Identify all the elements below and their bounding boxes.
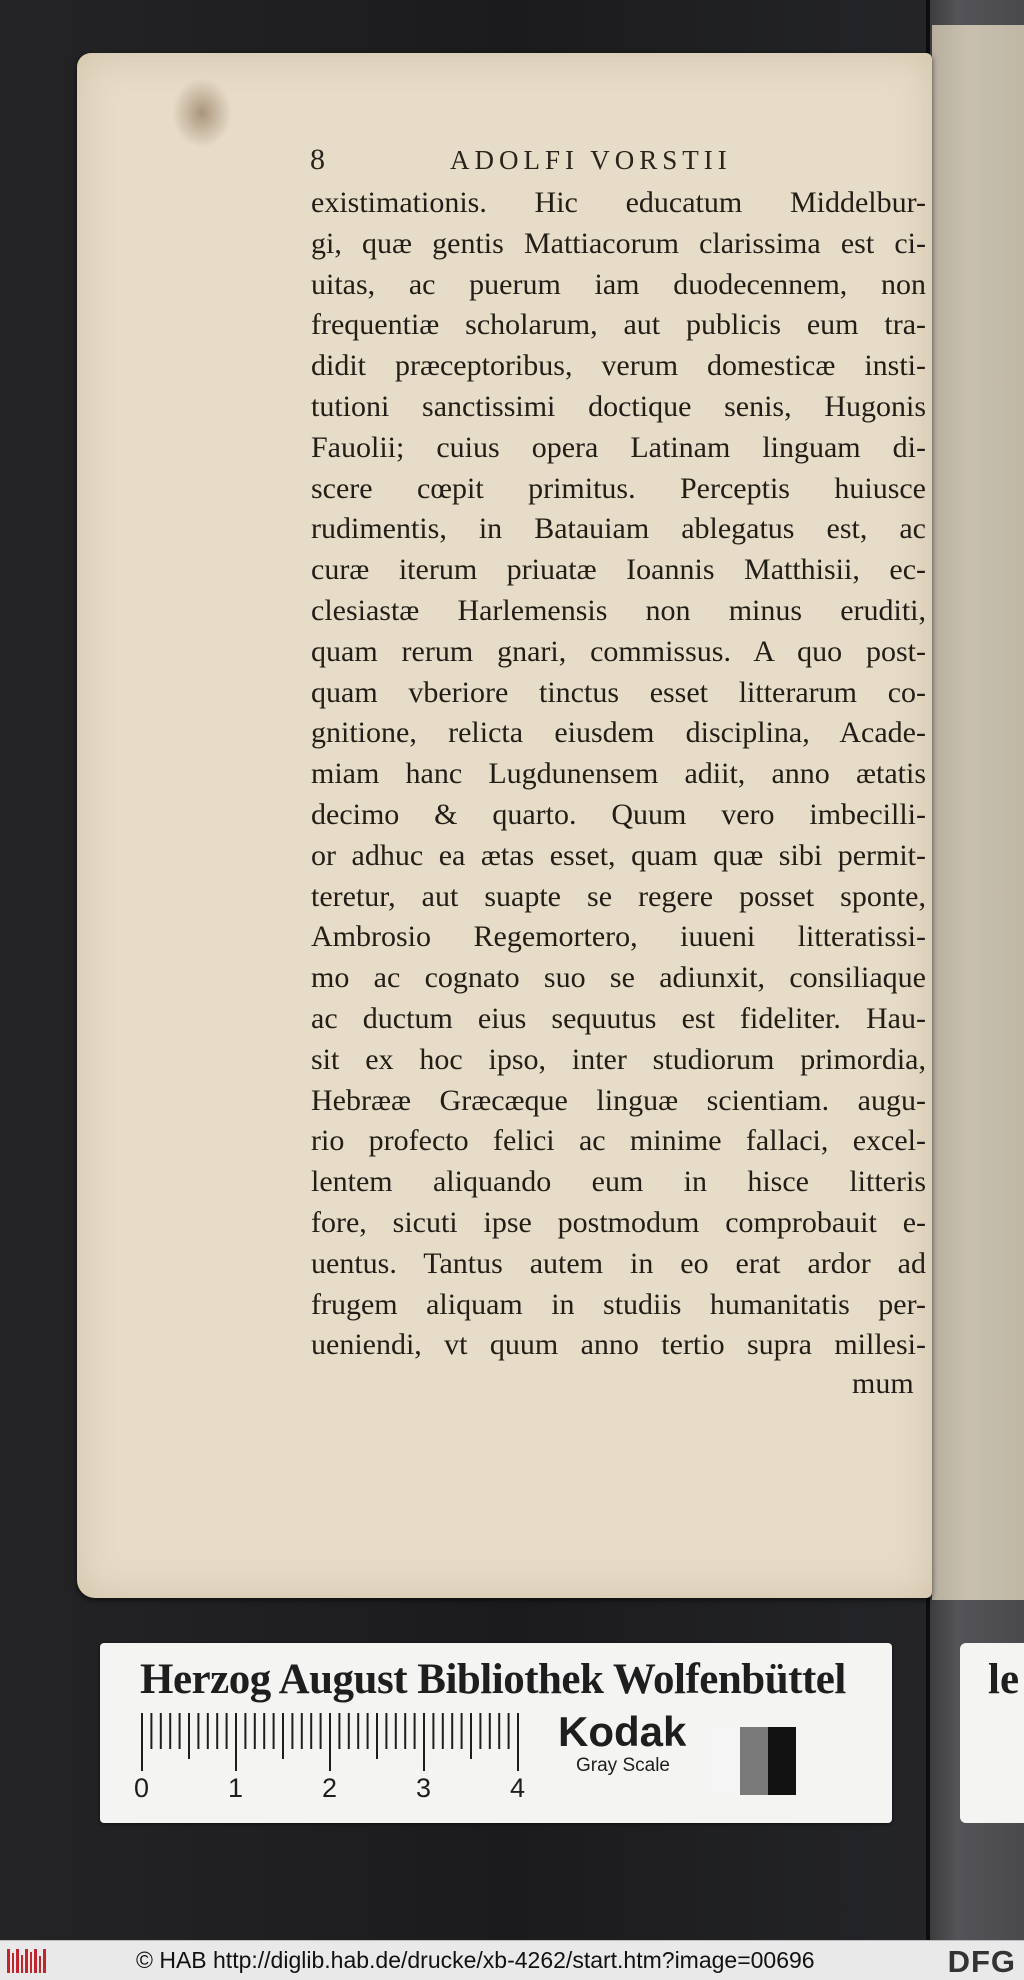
text-line: Fauolii; cuius opera Latinam linguam di- bbox=[311, 430, 926, 464]
text-line: ueniendi, vt quum anno tertio supra millesi- bbox=[311, 1328, 926, 1362]
page-header bbox=[310, 143, 910, 183]
color-ruler-card bbox=[100, 1643, 892, 1823]
text-line: ac ductum eius sequutus est fideliter. Hau- bbox=[311, 1001, 926, 1035]
viewer-footer bbox=[0, 1940, 1024, 1980]
text-line: existimationis. Hic educatum Middelbur- bbox=[311, 186, 926, 219]
text-line: decimo & quarto. Quum vero imbecilli- bbox=[311, 797, 926, 831]
scale-number: 3 bbox=[416, 1773, 432, 1803]
text-line: frequentiæ scholarum, aut publicis eum tra- bbox=[311, 308, 926, 342]
text-line: uentus. Tantus autem in eo erat ardor ad bbox=[311, 1246, 926, 1280]
text-line: lentem aliquando eum in hisce litteris bbox=[311, 1165, 926, 1199]
hab-barcode-icon bbox=[6, 1947, 48, 1975]
body-text bbox=[311, 183, 926, 1366]
running-head: ADOLFI VORSTII bbox=[450, 145, 732, 175]
text-line: sit ex hoc ipso, inter studiorum primordia, bbox=[311, 1042, 926, 1076]
text-line: tutioni sanctissimi doctique senis, Hugonis bbox=[311, 389, 926, 423]
text-line: fore, sicuti ipse postmodum comprobauit e- bbox=[311, 1205, 926, 1239]
scale-number: 0 bbox=[134, 1773, 150, 1803]
text-line: curæ iterum priuatæ Ioannis Matthisii, ec- bbox=[311, 553, 926, 587]
adjacent-page bbox=[932, 25, 1024, 1600]
text-line: gi, quæ gentis Mattiacorum clarissima est ci- bbox=[311, 226, 926, 260]
catchword: mum bbox=[852, 1367, 914, 1400]
kodak-logo: Kodak bbox=[558, 1708, 687, 1755]
scale-number: 1 bbox=[228, 1773, 244, 1803]
text-line: quam vberiore tinctus esset litterarum co- bbox=[311, 675, 926, 709]
text-line: miam hanc Lugdunensem adiit, anno ætatis bbox=[311, 757, 926, 791]
color-ruler-card-fragment bbox=[960, 1643, 1024, 1823]
copyright-link[interactable]: © HAB http://diglib.hab.de/drucke/xb-4262/start.htm?image=00696 bbox=[136, 1947, 815, 1973]
text-line: quam rerum gnari, commissus. A quo post- bbox=[311, 634, 926, 668]
scale-number: 2 bbox=[322, 1773, 338, 1803]
scale-number: 4 bbox=[510, 1773, 526, 1803]
text-line: teretur, aut suapte se regere posset sponte, bbox=[311, 879, 926, 913]
library-name: Herzog August Bibliothek Wolfenbüttel bbox=[140, 1656, 846, 1703]
page-number: 8 bbox=[310, 143, 328, 176]
paper-stain bbox=[172, 78, 232, 148]
gray-swatch-mid bbox=[740, 1727, 768, 1795]
text-line: gnitione, relicta eiusdem disciplina, Acade- bbox=[311, 716, 926, 750]
text-line: mo ac cognato suo se adiunxit, consiliaque bbox=[311, 961, 926, 995]
text-line: scere cœpit primitus. Perceptis huiusce bbox=[311, 471, 926, 505]
text-line: didit præceptoribus, verum domesticæ insti- bbox=[311, 349, 926, 383]
gray-scale-label: Gray Scale bbox=[576, 1755, 670, 1776]
text-line: or adhuc ea ætas esset, quam quæ sibi permit- bbox=[311, 838, 926, 872]
library-name-fragment: le bbox=[988, 1656, 1020, 1703]
text-line: uitas, ac puerum iam duodecennem, non bbox=[311, 267, 926, 301]
gray-swatch-white bbox=[712, 1727, 740, 1795]
text-line: frugem aliquam in studiis humanitatis per- bbox=[311, 1287, 926, 1321]
dfg-logo: DFG bbox=[947, 1944, 1016, 1979]
gray-swatch-black bbox=[768, 1727, 796, 1795]
text-line: rio profecto felici ac minime fallaci, excel- bbox=[311, 1124, 926, 1158]
text-line: clesiastæ Harlemensis non minus eruditi, bbox=[311, 593, 926, 627]
ruler-ticks bbox=[140, 1713, 530, 1773]
text-line: Ambrosio Regemortero, iuueni litteratissi- bbox=[311, 920, 926, 954]
text-line: rudimentis, in Batauiam ablegatus est, ac bbox=[311, 512, 926, 546]
text-line: Hebrææ Græcæque linguæ scientiam. augu- bbox=[311, 1083, 926, 1117]
